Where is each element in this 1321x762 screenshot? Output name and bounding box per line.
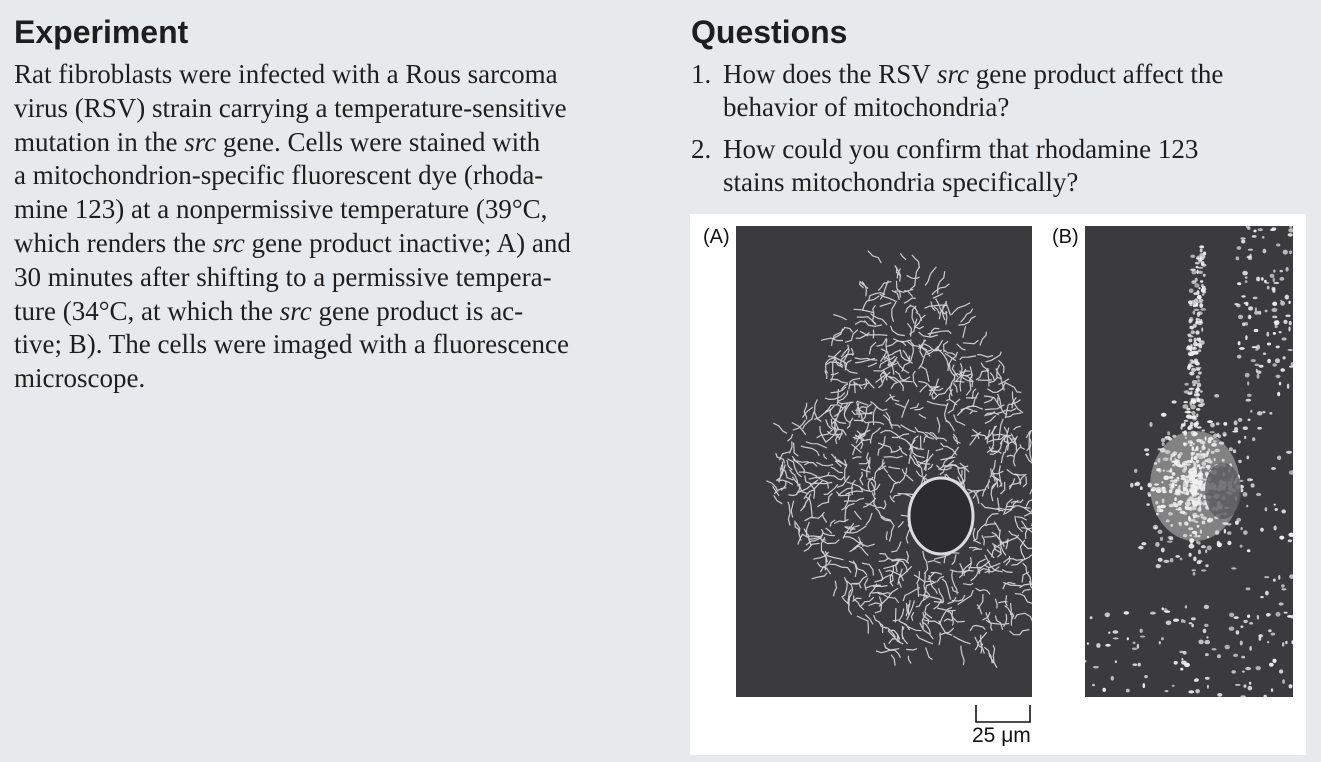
micrograph-figure [690, 214, 1306, 755]
experiment-section [14, 10, 664, 396]
gene-name: src [212, 227, 245, 258]
questions-section [691, 10, 1311, 208]
gene-name: src [937, 59, 970, 89]
micrograph-b-image [1085, 226, 1293, 697]
micrograph-panel-a [736, 226, 1032, 697]
question-number: 2. [691, 134, 712, 164]
question-text-line: How does the RSV src gene product affect the [723, 59, 1224, 89]
question-item [691, 133, 1311, 199]
experiment-text-line: Rat fibroblasts were infected with a Rous sarcoma [14, 59, 558, 89]
experiment-text-line: ture (34°C, at which the src gene product is ac- [14, 295, 524, 326]
experiment-text-line: virus (RSV) strain carrying a temperature-sensitive [14, 92, 567, 123]
question-text-line: behavior of mitochondria? [723, 92, 1010, 122]
experiment-text-line: a mitochondrion-specific fluorescent dye (rhoda- [14, 160, 544, 191]
experiment-text-line: which renders the src gene product inactive; A) and [14, 227, 571, 258]
question-text [723, 133, 1311, 199]
mitochondria-network [766, 251, 1032, 668]
nucleus [1205, 463, 1241, 519]
panel-a-label: (A) [703, 226, 730, 248]
questions-heading: Questions [691, 14, 848, 50]
experiment-text-line: tive; B). The cells were imaged with a fluorescence [14, 329, 570, 360]
experiment-heading: Experiment [14, 14, 189, 50]
questions-list [691, 58, 1311, 199]
question-item [691, 58, 1311, 124]
micrograph-panel-b [1085, 226, 1293, 697]
question-text-line: How could you confirm that rhodamine 123 [723, 134, 1199, 164]
scale-bar-label: 25 μm [972, 724, 1031, 747]
question-text [723, 58, 1311, 124]
experiment-description [14, 58, 664, 396]
panel-b-label: (B) [1052, 226, 1079, 248]
micrograph-a-image [736, 226, 1032, 697]
experiment-text-line: mine 123) at a nonpermissive temperature (39°C, [14, 194, 548, 225]
experiment-text-line: 30 minutes after shifting to a permissive tempera- [14, 261, 552, 292]
question-text-line: stains mitochondria specifically? [723, 167, 1079, 197]
mitochondria-clusters [1085, 226, 1293, 697]
nucleus [909, 478, 973, 554]
experiment-text-line: microscope. [14, 363, 146, 394]
gene-name: src [184, 126, 217, 157]
question-number: 1. [691, 59, 712, 89]
scale-bar [974, 704, 1034, 726]
experiment-text-line: mutation in the src gene. Cells were stained with [14, 126, 541, 157]
gene-name: src [279, 295, 312, 326]
